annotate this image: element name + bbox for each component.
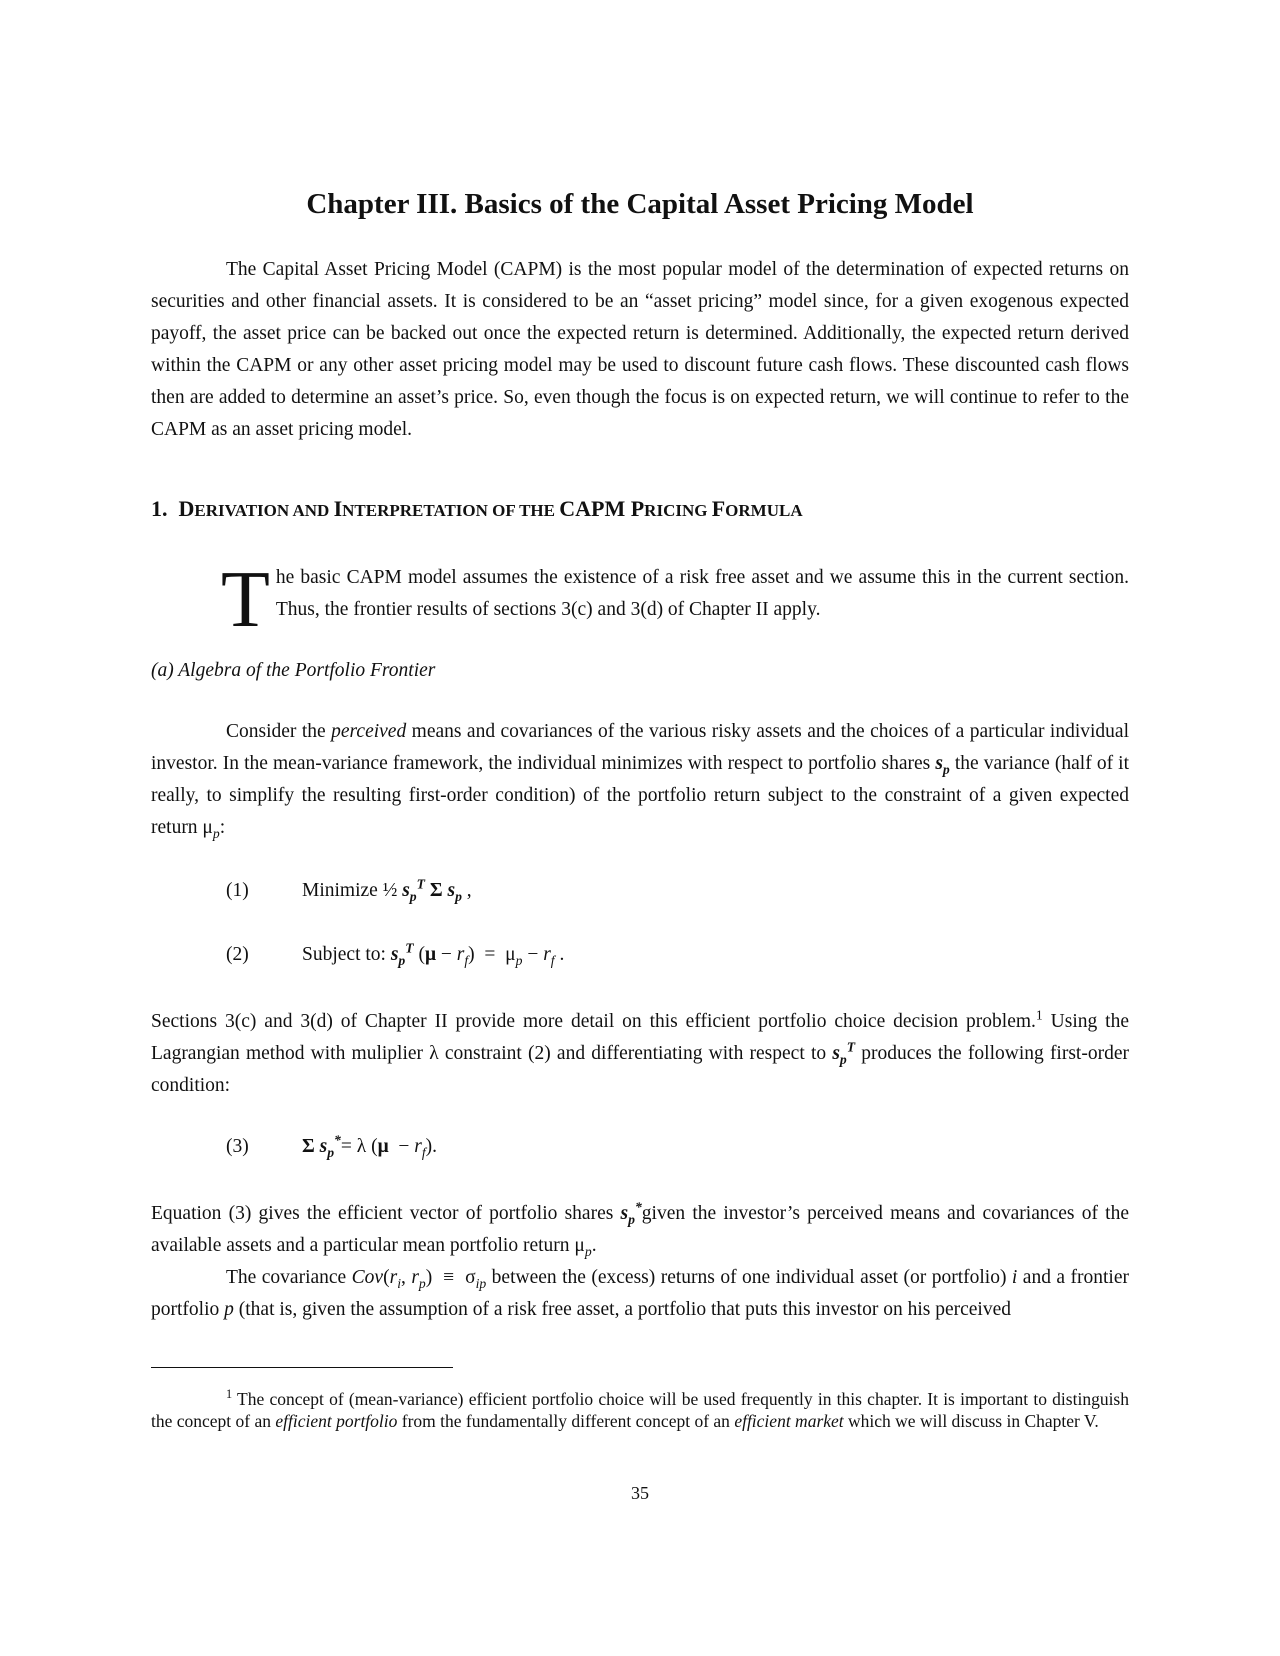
section-heading: 1. DERIVATION AND INTERPRETATION OF THE CAPM PRICING FORMULA [151,496,803,521]
chapter-title: Chapter III. Basics of the Capital Asset Pricing Model [306,188,974,220]
dropcap-paragraph: T he basic CAPM model assumes the existence of a risk free asset and we assume this in the current section. Thus, the frontier results of sections 3(c) and 3(d) of Chapter II apply. [221,556,1129,644]
intro-paragraph: The Capital Asset Pricing Model (CAPM) is the most popular model of the determination of expected returns on securities and other financial assets. It is considered to be an “asset pricing” model since, for a given exogenous expected payoff, the asset price can be backed out once the expected return is determined. Additionally, the expected return derived within the CAPM or any other asset pricing model may be used to discount future cash flows. These discounted cash flows then are added to determine an asset’s price. So, even though the focus is on expected return, we will continue to refer to the CAPM as an asset pricing model. [151,259,1129,440]
footnote: $^1$ The concept of (mean-variance) efficient portfolio choice will be used frequently in this chapter. It is important to distinguish the concept of an efficient portfolio from the fundamentally different concept of an efficient market which we will discuss in Chapter V. [151,1387,1129,1431]
drop-cap: T [221,556,270,644]
equation-3: (3) Σ $s_p^*= \lambda$ $(\mu - r_f)$. [226,1132,438,1160]
equation-2: (2) Subject to: $s_p^T$ $(\mu - r_f) = \mu_p - r_f$ . [226,940,565,968]
paragraph-sections: Sections 3(c) and 3(d) of Chapter II provide more detail on this efficient portfolio choice decision problem.$^1$ Using the Lagrangian method with muliplier λ constraint (2) and differentiating with respect to $s_p^T$ produces the following first-order condition: [151,1007,1129,1096]
footnote-rule [151,1367,453,1368]
equation-1: (1) Minimize ½ $s_p^T$ Σ $s_p$ , [226,876,472,904]
page-number: 35 [631,1483,649,1503]
subsection-heading: (a) Algebra of the Portfolio Frontier [151,660,436,681]
paragraph-equation-3: Equation (3) gives the efficient vector of portfolio shares $s_p^*given$ the investor’s perceived means and covariances of the available assets and a particular mean portfolio return $\mu_p$. The covariance $Cov(r_i$, $r_p) \equiv \sigma_{ip}$ between the (excess) returns of one individual asset (or portfolio) i and a frontier portfolio p (that is, given the assumption of a risk free asset, a portfolio that puts this investor on his perceived [151,1199,1130,1320]
paragraph-perceived: Consider the perceived means and covariances of the various risky assets and the choices of a particular individual investor. In the mean-variance framework, the individual minimizes with respect to portfolio shares $s_p$ the variance (half of it really, to simplify the resulting first-order condition) of the portfolio return subject to the constraint of a given expected return $\mu_p$: [151,721,1130,841]
